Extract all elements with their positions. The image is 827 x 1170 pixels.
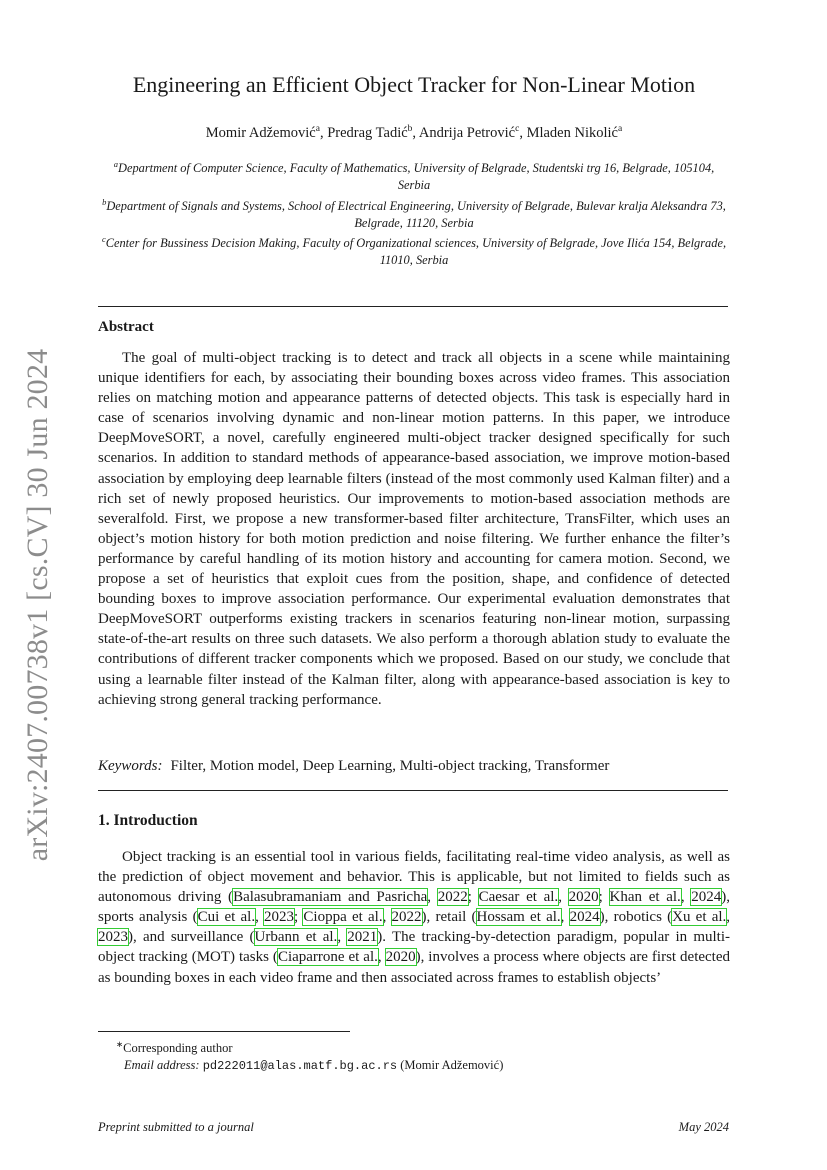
author: Mladen Nikolić$^a$ [526,124,623,141]
introduction-text-run: ), involves a process where objects are first detected as bounding boxes in each video frame and then associated across frames to establish objects’ [98,949,730,986]
citation-link[interactable]: Hossam et al. [476,909,561,926]
keywords [98,758,730,775]
introduction-text-run: ), retail ( [421,909,477,926]
corresponding-note: ∗Corresponding author [116,1039,233,1056]
abstract-text: The goal of multi-object tracking is to detect and track all objects in a scene while maintaining unique identifiers for each, by associating their bounding boxes across video frames. This association relies on matching motion and appearance patterns of detected objects. This task is especially hard in case of scenarios involving dynamic and non-linear motion patterns. In this paper, we introduce DeepMoveSORT, a novel, carefully engineered multi-object tracker designed specifically for such scenarios. In addition to standard methods of appearance-based association, we improve motion-based association by employing deep learnable filters (instead of the most commonly used Kalman filter) and a rich set of newly proposed heuristics. Our improvements to motion-based association methods are severalfold. First, we propose a new transformer-based filter architecture, TransFilter, which uses an object’s motion history for both motion prediction and noise filtering. We further enhance the filter’s performance by careful handling of its motion history and accounting for camera motion. Second, we propose a set of heuristics that exploit cues from the position, shape, and confidence of detected bounding boxes to improve association performance. Our experimental evaluation demonstrates that DeepMoveSORT outperforms existing trackers in scenarios featuring non-linear motion, surpassing state-of-the-art results on three such datasets. We also perform a thorough ablation study to evaluate the contributions of different tracker components which we proposed. Based on our study, we conclude that using a learnable filter instead of the Kalman filter, along with appearance-based association is key to achieving strong general tracking performance. [98,350,730,708]
arxiv-stamp-text: arXiv:2407.00738v1 [cs.CV] 30 Jun 2024 [21,348,54,862]
citation-link[interactable]: 2023 [264,909,295,926]
introduction-text-run: ), robotics ( [599,909,673,926]
email-link[interactable]: pd222011@alas.matf.bg.ac.rs [202,1059,398,1074]
keywords-text: Filter, Motion model, Deep Learning, Multi-object tracking, Transformer [170,758,610,774]
citation-link[interactable]: Cioppa et al. [303,909,383,926]
footer-date: May 2024 [678,1120,729,1134]
introduction-text-run: ). The tracking-by-detection paradigm, popular in multi-object tracking (MOT) tasks ( [98,929,730,966]
citation-link[interactable]: Khan et al. [609,889,681,906]
introduction-body [98,847,730,988]
keywords-label: Keywords: [98,758,163,774]
introduction-text-run: ), and surveillance ( [128,929,255,946]
citation-link[interactable]: 2020 [568,889,599,906]
citation-link[interactable]: Balasubramaniam and Pasricha [233,889,428,906]
abstract-heading: Abstract [98,319,154,335]
author: Andrija Petrović$^c$ [418,124,520,141]
introduction-text-run: ; [598,889,610,906]
introduction-text-run: , [255,909,265,926]
affiliation: $^b$Department of Signals and Systems, School of Electrical Engineering, University of Belgrade, Bulevar kralja Aleksandra 73, Belgrade, 11120, Serbia [102,196,726,230]
citation-link[interactable]: Ciaparrone et al. [277,949,378,966]
citation-link[interactable]: 2021 [347,929,378,946]
introduction-heading: 1. Introduction [98,812,198,829]
citation-link[interactable]: 2022 [391,909,422,926]
citation-link[interactable]: 2023 [98,929,128,946]
citation-link[interactable]: 2022 [437,889,468,906]
citation-link[interactable]: Urbann et al. [254,929,338,946]
paper-title: Engineering an Efficient Object Tracker for Non-Linear Motion [132,72,696,97]
abstract-top-rule [98,306,728,307]
abstract-bottom-rule [98,790,728,791]
introduction-text-run: ), sports analysis ( [98,889,731,926]
citation-link[interactable]: 2024 [569,909,600,926]
introduction-text-run: , [377,949,386,966]
affiliation: $^a$Department of Computer Science, Faculty of Mathematics, University of Belgrade, Studentski trg 16, Belgrade, 105104, Serbia [113,159,715,192]
author: Predrag Tadić$^b$ [327,124,413,141]
introduction-text-run: , [560,909,570,926]
introduction-text-run: , [427,889,438,906]
footer-preprint: Preprint submitted to a journal [98,1120,254,1134]
citation-link[interactable]: Cui et al. [197,909,256,926]
introduction-text-run: ; [467,889,479,906]
introduction-text-run: , [558,889,569,906]
author-list: Momir Adžemović$^a$, Predrag Tadić$^b$, Andrija Petrović$^c$, Mladen Nikolić$^a$ [205,124,623,141]
email-note: Email address: pd222011@alas.matf.bg.ac.rs (Momir Adžemović) [124,1058,504,1074]
citation-link[interactable]: 2020 [385,949,416,966]
introduction-text-run: , [337,929,348,946]
affiliation: $^c$Center for Bussiness Decision Making, Faculty of Organizational sciences, University of Belgrade, Jove Ilića 154, Belgrade, 11010, Serbia [101,234,727,268]
introduction-text-run: , [680,889,692,906]
affiliations [98,156,730,269]
citation-link[interactable]: 2024 [691,889,722,906]
citation-link[interactable]: Xu et al. [672,909,727,926]
introduction-text-run: , [726,909,731,926]
citation-link[interactable]: Caesar et al. [478,889,559,906]
introduction-text-run: ; [294,909,304,926]
introduction-text [98,847,730,988]
abstract-body [98,348,730,710]
introduction-text-run: Object tracking is an essential tool in various fields, facilitating real-time video analysis, as well as the prediction of object movement and behavior. This is applicable, but not limited to fields such as autonomous driving ( [98,849,730,906]
footnote-rule [98,1031,350,1032]
author: Momir Adžemović$^a$ [205,124,320,141]
introduction-text-run: , [382,909,392,926]
footnotes [116,1036,503,1075]
